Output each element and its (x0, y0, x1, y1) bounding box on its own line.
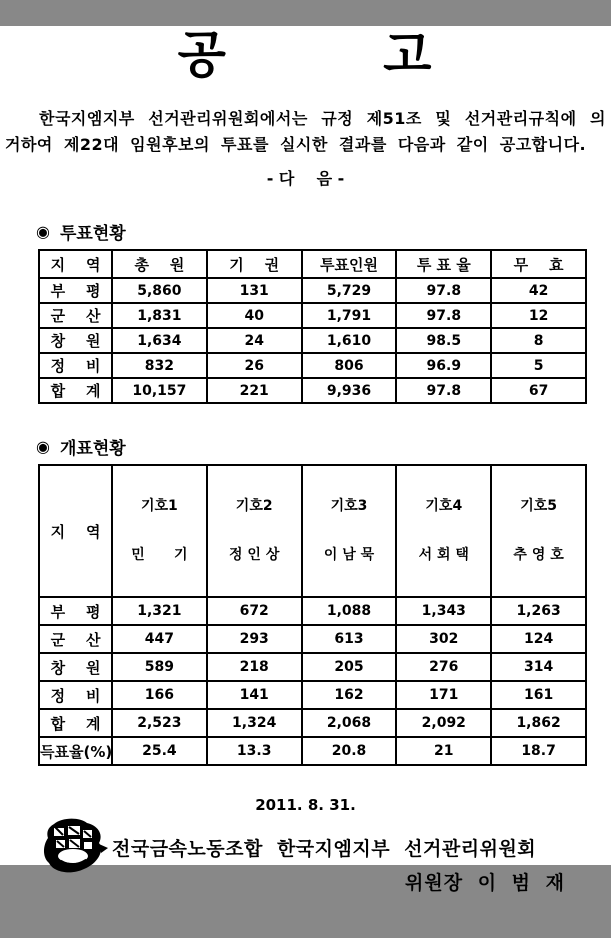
value-cell: 141 (207, 681, 302, 709)
vote-count-table (38, 464, 587, 766)
value-cell: 589 (112, 653, 207, 681)
header-region: 지 역 (39, 465, 112, 597)
table-row (39, 328, 586, 353)
value-cell: 171 (396, 681, 491, 709)
table-header-row (39, 250, 586, 278)
region-cell: 부 평 (39, 597, 112, 625)
candidate-number: 기호2 (235, 498, 273, 514)
issuing-organization: 전국금속노동조합 한국지엠지부 선거관리위원회 (112, 838, 537, 860)
region-cell: 창 원 (39, 653, 112, 681)
header-candidate-3 (302, 465, 397, 597)
candidate-number: 기호1 (141, 498, 178, 514)
value-cell: 161 (491, 681, 586, 709)
value-cell: 166 (112, 681, 207, 709)
bullseye-icon: ◉ (36, 437, 50, 456)
value-cell: 2,523 (112, 709, 207, 737)
value-cell: 218 (207, 653, 302, 681)
value-cell: 97.8 (396, 303, 491, 328)
value-cell: 42 (491, 278, 586, 303)
value-cell: 1,634 (112, 328, 207, 353)
candidate-number: 기호3 (330, 498, 368, 514)
value-cell: 5,729 (302, 278, 397, 303)
value-cell: 1,610 (302, 328, 397, 353)
region-cell: 부 평 (39, 278, 112, 303)
table-row (39, 709, 586, 737)
signature-block (0, 818, 611, 938)
table-row (39, 681, 586, 709)
region-cell: 득표율(%) (39, 737, 112, 765)
candidate-number: 기호4 (425, 498, 463, 514)
value-cell: 124 (491, 625, 586, 653)
value-cell: 5,860 (112, 278, 207, 303)
value-cell: 613 (302, 625, 397, 653)
header-candidate-1 (112, 465, 207, 597)
chairman-signature: 위원장 이 범 재 (405, 872, 565, 894)
value-cell: 1,791 (302, 303, 397, 328)
value-cell: 12 (491, 303, 586, 328)
value-cell: 9,936 (302, 378, 397, 403)
table-row (39, 353, 586, 378)
voting-status-section (0, 219, 611, 404)
value-cell: 276 (396, 653, 491, 681)
value-cell: 98.5 (396, 328, 491, 353)
header-abstain: 기 권 (207, 250, 302, 278)
section-heading-voting (36, 219, 611, 244)
bullseye-icon: ◉ (36, 222, 50, 241)
header-candidate-4 (396, 465, 491, 597)
value-cell: 1,088 (302, 597, 397, 625)
value-cell: 1,324 (207, 709, 302, 737)
value-cell: 18.7 (491, 737, 586, 765)
header-region: 지 역 (39, 250, 112, 278)
region-cell: 군 산 (39, 303, 112, 328)
value-cell: 97.8 (396, 378, 491, 403)
value-cell: 10,157 (112, 378, 207, 403)
value-cell: 447 (112, 625, 207, 653)
value-cell: 26 (207, 353, 302, 378)
region-cell: 창 원 (39, 328, 112, 353)
candidate-name: 추 영 호 (513, 547, 564, 563)
value-cell: 1,321 (112, 597, 207, 625)
value-cell: 293 (207, 625, 302, 653)
value-cell: 67 (491, 378, 586, 403)
daeum-divider: - 다 음 - (266, 169, 345, 188)
value-cell: 832 (112, 353, 207, 378)
value-cell: 302 (396, 625, 491, 653)
header-voters: 투표인원 (302, 250, 397, 278)
value-cell: 806 (302, 353, 397, 378)
intro-paragraph: 한국지엠지부 선거관리위원회에서는 규정 제51조 및 선거관리규칙에 의거하여 제22대 임원후보의 투표를 실시한 결과를 다음과 같이 공고합니다. (5, 109, 606, 154)
value-cell: 672 (207, 597, 302, 625)
notice-document (0, 26, 611, 894)
region-cell: 군 산 (39, 625, 112, 653)
value-cell: 40 (207, 303, 302, 328)
page-title: 공 고 (177, 26, 434, 84)
table-row (39, 653, 586, 681)
candidate-name: 민 기 (131, 547, 188, 563)
candidate-name: 이 남 묵 (323, 547, 375, 563)
value-cell: 205 (302, 653, 397, 681)
region-cell: 합 계 (39, 378, 112, 403)
value-cell: 2,092 (396, 709, 491, 737)
value-cell: 1,862 (491, 709, 586, 737)
header-candidate-2 (207, 465, 302, 597)
section-label-counting: 개표현황 (59, 439, 126, 459)
table-row (39, 597, 586, 625)
value-cell: 21 (396, 737, 491, 765)
value-cell: 13.3 (207, 737, 302, 765)
header-turnout: 투 표 율 (396, 250, 491, 278)
value-cell: 96.9 (396, 353, 491, 378)
counting-status-section (0, 434, 611, 766)
value-cell: 24 (207, 328, 302, 353)
candidate-number: 기호5 (520, 498, 557, 514)
value-cell: 5 (491, 353, 586, 378)
table-row (39, 378, 586, 403)
value-cell: 2,068 (302, 709, 397, 737)
value-cell: 131 (207, 278, 302, 303)
table-row (39, 303, 586, 328)
value-cell: 1,831 (112, 303, 207, 328)
value-cell: 97.8 (396, 278, 491, 303)
candidate-name: 서 회 택 (418, 547, 469, 563)
value-cell: 1,263 (491, 597, 586, 625)
region-cell: 정 비 (39, 681, 112, 709)
table-header-row (39, 465, 586, 597)
section-label-voting: 투표현황 (59, 224, 126, 244)
value-cell: 1,343 (396, 597, 491, 625)
table-row (39, 737, 586, 765)
region-cell: 합 계 (39, 709, 112, 737)
table-row (39, 278, 586, 303)
header-candidate-5 (491, 465, 586, 597)
table-row (39, 625, 586, 653)
value-cell: 25.4 (112, 737, 207, 765)
value-cell: 162 (302, 681, 397, 709)
value-cell: 8 (491, 328, 586, 353)
header-invalid: 무 효 (491, 250, 586, 278)
union-seal-stamp-icon (42, 818, 108, 876)
candidate-name: 정 인 상 (229, 547, 280, 563)
value-cell: 314 (491, 653, 586, 681)
value-cell: 20.8 (302, 737, 397, 765)
region-cell: 정 비 (39, 353, 112, 378)
voting-status-table (38, 249, 587, 404)
value-cell: 221 (207, 378, 302, 403)
header-total: 총 원 (112, 250, 207, 278)
notice-date: 2011. 8. 31. (255, 796, 356, 814)
section-heading-counting (36, 434, 611, 459)
